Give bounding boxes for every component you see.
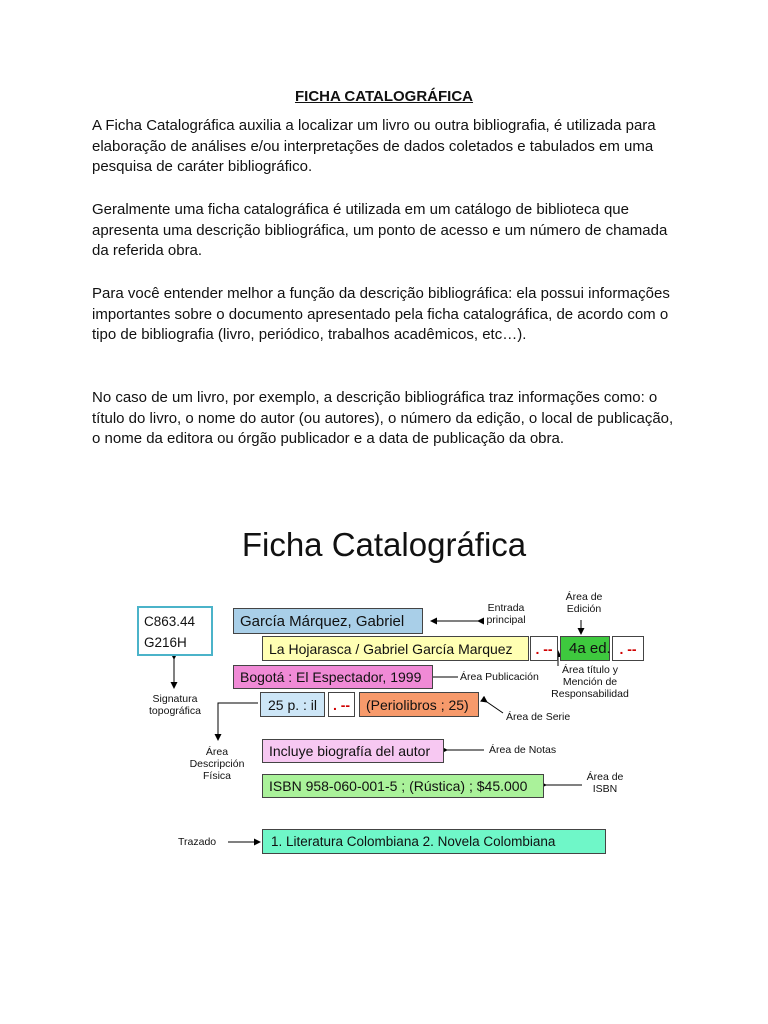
document-title: FICHA CATALOGRÁFICA [294, 88, 474, 105]
label-titulo-line-1: Área título y [561, 664, 619, 676]
label-fisica-line-3: Física [202, 770, 231, 782]
paragraph-3: Para você entender melhor a função da descrição bibliográfica: ela possui informações importantes sobre o documento apresentado pela ficha catalográfica, de acordo com o tipo de bibliografia (livro, periódico, trabalhos acadêmicos, etc…). [92, 285, 670, 343]
physical-description-box: 25 p. : il [260, 692, 325, 717]
label-edicion-line-1: Área de [565, 591, 603, 603]
title-separator: . -- [530, 636, 558, 661]
isbn-box: ISBN 958-060-001-5 ; (Rústica) ; $45.000 [262, 774, 544, 798]
paragraph-4: No caso de um livro, por exemplo, a descrição bibliográfica traz informações como: o título do livro, o nome do autor (ou autores), o número da edição, o local de publicação, o nome da editora ou órgão publicador e a data de publicação da obra. [92, 389, 674, 447]
tracing-box: 1. Literatura Colombiana 2. Novela Colombiana [262, 829, 606, 854]
label-area-publicacion: Área Publicación [460, 671, 539, 683]
label-entrada-line-2: principal [486, 614, 526, 626]
label-isbn-line-2: ISBN [592, 783, 618, 795]
label-area-descripcion-fisica [184, 746, 250, 782]
label-area-serie: Área de Serie [506, 711, 571, 723]
label-area-edicion [556, 591, 612, 615]
call-number-line-2: G216H [144, 635, 187, 650]
label-fisica-line-1: Área [205, 746, 229, 758]
label-trazado: Trazado [178, 836, 217, 848]
publication-box: Bogotá : El Espectador, 1999 [233, 665, 433, 689]
paragraph-2: Geralmente uma ficha catalográfica é utilizada em um catálogo de biblioteca que apresenta uma descrição bibliográfica, um ponto de acesso e um número de chamada da referida obra. [92, 201, 668, 259]
call-number-line-1: C863.44 [144, 614, 196, 629]
label-titulo-line-2: Mención de [562, 676, 618, 688]
notes-box: Incluye biografía del autor [262, 739, 444, 763]
label-titulo-line-3: Responsabilidad [551, 688, 629, 700]
series-box: (Periolibros ; 25) [359, 692, 479, 717]
edition-box: 4a ed. [560, 636, 610, 661]
edition-separator: . -- [612, 636, 644, 661]
label-signatura-line-1: Signatura [152, 693, 198, 705]
figure-title: Ficha Catalográfica [241, 526, 527, 563]
physical-separator: . -- [328, 692, 355, 717]
label-entrada-principal [478, 602, 534, 626]
label-entrada-line-1: Entrada [487, 602, 525, 614]
label-area-titulo [540, 664, 640, 700]
label-area-isbn [580, 771, 630, 795]
call-number-box [137, 606, 213, 656]
label-fisica-line-2: Descripción [189, 758, 245, 770]
label-area-notas: Área de Notas [489, 744, 557, 756]
label-edicion-line-2: Edición [566, 603, 602, 615]
label-signatura-topografica [138, 693, 212, 717]
title-box: La Hojarasca / Gabriel García Marquez [262, 636, 529, 661]
label-signatura-line-2: topográfica [149, 705, 201, 717]
paragraph-1: A Ficha Catalográfica auxilia a localizar um livro ou outra bibliografia, é utilizada para elaboração de análises e/ou interpretações de dados coletados e tabulados em uma pesquisa de caráter bibliográfico. [92, 117, 656, 175]
author-box: García Márquez, Gabriel [233, 608, 423, 634]
label-isbn-line-1: Área de [586, 771, 624, 783]
